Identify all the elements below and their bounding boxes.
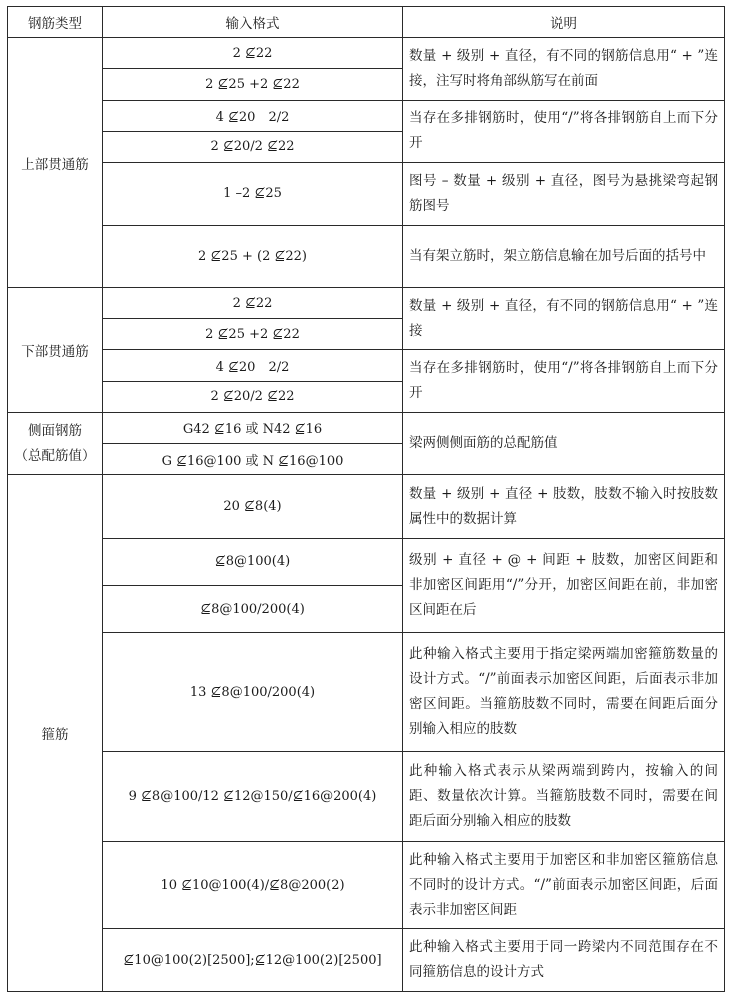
format-cell: 1 –2 ⊈25 — [103, 163, 403, 225]
format-cell: 2 ⊈20/2 ⊈22 — [103, 381, 403, 412]
rebar-type-stirrup: 箍筋 — [8, 475, 103, 992]
table-row — [8, 412, 725, 443]
rebar-type-side-line1: 侧面钢筋 — [28, 422, 82, 439]
format-cell: 20 ⊈8(4) — [103, 475, 403, 538]
header-description: 说明 — [403, 7, 725, 38]
table-row — [8, 38, 725, 69]
table-row — [8, 163, 725, 225]
description-cell: 梁两侧侧面筋的总配筋值 — [403, 412, 725, 474]
table-row — [8, 350, 725, 381]
description-cell: 此种输入格式主要用于加密区和非加密区箍筋信息不同时的设计方式。“/”前面表示加密区间距，后面表示非加密区间距 — [403, 841, 725, 929]
header-row — [8, 7, 725, 38]
format-cell: ⊈8@100/200(4) — [103, 586, 403, 633]
format-cell: 4 ⊈20 2/2 — [103, 100, 403, 131]
rebar-input-format-table — [7, 6, 725, 992]
description-cell: 此种输入格式主要用于同一跨梁内不同范围存在不同箍筋信息的设计方式 — [403, 929, 725, 992]
description-cell: 图号 – 数量 + 级别 + 直径，图号为悬挑梁弯起钢筋图号 — [403, 163, 725, 225]
format-cell: 2 ⊈25 + (2 ⊈22) — [103, 225, 403, 287]
header-input-format: 输入格式 — [103, 7, 403, 38]
format-cell: 2 ⊈22 — [103, 287, 403, 318]
table-row — [8, 225, 725, 287]
description-cell: 当存在多排钢筋时，使用“/”将各排钢筋自上而下分开 — [403, 350, 725, 412]
format-cell: ⊈8@100(4) — [103, 538, 403, 585]
format-cell: 2 ⊈22 — [103, 38, 403, 69]
rebar-type-side — [8, 412, 103, 474]
description-cell: 级别 + 直径 + @ + 间距 + 肢数，加密区间距和非加密区间距用“/”分开，加密区间距在前，非加密区间距在后 — [403, 538, 725, 633]
table-row — [8, 287, 725, 318]
format-cell: 4 ⊈20 2/2 — [103, 350, 403, 381]
table-row — [8, 841, 725, 929]
table-row — [8, 475, 725, 538]
format-cell: 2 ⊈25 +2 ⊈22 — [103, 319, 403, 350]
format-cell: 2 ⊈25 +2 ⊈22 — [103, 69, 403, 100]
format-cell: ⊈10@100(2)[2500];⊈12@100(2)[2500] — [103, 929, 403, 992]
format-cell: G ⊈16@100 或 N ⊈16@100 — [103, 444, 403, 475]
description-cell: 此种输入格式表示从梁两端到跨内，按输入的间距、数量依次计算。当箍筋肢数不同时，需要在间距后面分别输入相应的肢数 — [403, 752, 725, 842]
description-cell: 当存在多排钢筋时，使用“/”将各排钢筋自上而下分开 — [403, 100, 725, 162]
table-row — [8, 929, 725, 992]
format-cell: G42 ⊈16 或 N42 ⊈16 — [103, 412, 403, 443]
description-cell: 数量 + 级别 + 直径，有不同的钢筋信息用“ + ”连接，注写时将角部纵筋写在前面 — [403, 38, 725, 100]
description-cell: 数量 + 级别 + 直径 + 肢数，肢数不输入时按肢数属性中的数据计算 — [403, 475, 725, 538]
rebar-type-top: 上部贯通筋 — [8, 38, 103, 288]
format-cell: 9 ⊈8@100/12 ⊈12@150/⊈16@200(4) — [103, 752, 403, 842]
description-cell: 此种输入格式主要用于指定梁两端加密箍筋数量的设计方式。“/”前面表示加密区间距，后面表示非加密区间距。当箍筋肢数不同时，需要在间距后面分别输入相应的肢数 — [403, 633, 725, 752]
description-cell: 数量 + 级别 + 直径，有不同的钢筋信息用“ + ”连接 — [403, 287, 725, 349]
format-cell: 13 ⊈8@100/200(4) — [103, 633, 403, 752]
table-row — [8, 100, 725, 131]
format-cell: 10 ⊈10@100(4)/⊈8@200(2) — [103, 841, 403, 929]
table-row — [8, 538, 725, 585]
header-rebar-type: 钢筋类型 — [8, 7, 103, 38]
table-row — [8, 752, 725, 842]
description-cell: 当有架立筋时，架立筋信息输在加号后面的括号中 — [403, 225, 725, 287]
format-cell: 2 ⊈20/2 ⊈22 — [103, 131, 403, 162]
rebar-type-bottom: 下部贯通筋 — [8, 287, 103, 412]
rebar-type-side-line2: （总配筋值） — [14, 447, 96, 464]
table-row — [8, 633, 725, 752]
